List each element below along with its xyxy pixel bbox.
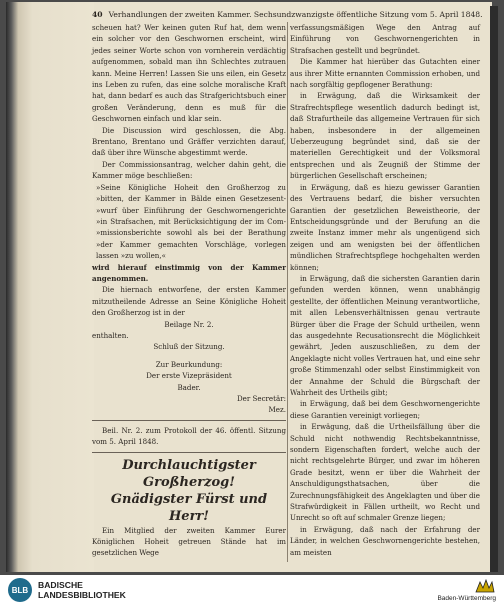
session-close: Schluß der Sitzung. bbox=[153, 342, 225, 352]
paragraph: in Erwägung, daß es hiezu gewisser Garantien des Vertrauens bedarf, die bisher versuchten Garantien der gesetzlichen Beweistheorie, der Entscheidungsgründe und der Berufung an die zweite Instanz immer mehr als ungenügend sich zeigen und am wenigsten bei der öffentlichen mündlichen Strafrechtspflege hochgehalten werden können; bbox=[290, 182, 480, 272]
institution-name bbox=[38, 580, 126, 600]
secretary-title: Der Secretär: bbox=[236, 394, 286, 403]
paragraph: Ein Mitglied der zweiten Kammer Eurer Königlichen Hoheit getreuen Stände hat im gesetzlichen Wege bbox=[92, 525, 286, 558]
divider bbox=[92, 452, 286, 453]
state-branding bbox=[437, 578, 496, 602]
left-column bbox=[92, 22, 286, 559]
paragraph: scheuen hat? Wer keinen guten Ruf hat, dem wenn ein solcher vor den Geschwornen erscheint, wird jedes seiner Worte schon von vornherein verdächtig aufgenommen, sobald man ihn Schlechtes zutrauen kann. Meine Herren! Lassen Sie uns eilen, ein Gesetz ins Leben zu rufen, das eine solche moralische Kraft hat, dann bedarf es auch das Strafgerichtsbuch einer großen Veränderung, denn es muß für die Geschwornen einfach und klar sein. bbox=[92, 23, 286, 124]
blb-logo-icon[interactable]: BLB bbox=[8, 578, 32, 602]
paragraph: Die hiernach entworfene, der ersten Kammer mitzutheilende Adresse an Seine Königliche Hoheit den Großherzog ist in der bbox=[92, 285, 286, 318]
divider bbox=[92, 420, 286, 421]
library-footer bbox=[0, 575, 504, 605]
page-edge-shadow bbox=[490, 6, 498, 572]
running-head bbox=[92, 10, 483, 19]
paragraph: in Erwägung, daß die Urtheilsfällung über die Schuld nicht nothwendig Rechtsbekanntnisse, sondern Eigenschaften fordert, welche auch der nicht rechtsgelehrte Bürger, und zwar im höheren Grade besitzt, wenn er über die Wahrheit der Anschuldigungsthatsachen, über die Zurechnungsfähigkeit des Angeklagten und über die Strafwürdigkeit in Fällen urtheilt, wo Recht und Unrecht so oft auf schmaler Grenze liegen; bbox=[290, 422, 480, 523]
page-number: 40 bbox=[92, 10, 103, 19]
paragraph: Die Discussion wird geschlossen, die Abg. Brentano, Brentano und Gräffer verzichten darauf, daß über ihre Wünsche abgestimmt werde. bbox=[92, 125, 286, 158]
institution-line-2: LANDESBIBLIOTHEK bbox=[38, 590, 126, 600]
paragraph: in Erwägung, daß die sichersten Garantien darin gefunden werden können, wenn unabhängig gestellte, der öffentlichen Meinung verantwortliche, mit allen Lebensverhältnissen genau vertraute Bürger über die Frage der Schuld urtheilen, wenn das ausgedehnte Recusationsrecht die Möglichkeit gewährt, Jeden auszuschließen, zu dem der Angeklagte nicht volles Vertrauen hat, und eine sehr große Stimmenzahl oder selbst Einstimmigkeit von der Annahme der Schuld die Bürgschaft der Wahrheit des Urtheils gibt; bbox=[290, 273, 480, 397]
vice-president-title: Der erste Vizepräsident bbox=[146, 371, 232, 381]
state-name: Baden-Württemberg bbox=[437, 595, 496, 602]
paragraph: in Erwägung, daß nach der Erfahrung der Länder, in welchen Geschwornengerichte bestehen, am meisten bbox=[290, 524, 480, 557]
paragraph: in Erwägung, daß die Wirksamkeit der Strafrechtspflege wesentlich dadurch bedingt ist, daß Strafurtheile das allgemeine Vertrauen für sich haben, insbesondere in der allgemeinen Ueberzeugung begründet sind, daß sie der materiellen Gerechtigkeit und der Volksmoral entsprechen und als Zeugniß der Stimme der bürgerlichen Gesellschaft erscheinen; bbox=[290, 91, 480, 181]
salutation-subheading: Gnädigster Fürst und Herr! bbox=[110, 491, 268, 524]
paragraph: Der Commissionsantrag, welcher dahin geht, die Kammer möge beschließen: bbox=[92, 159, 286, 181]
certification-label: Zur Beurkundung: bbox=[155, 359, 223, 369]
paragraph: wird hierauf einstimmig von der Kammer angenommen. bbox=[92, 262, 286, 283]
book-binding bbox=[6, 2, 94, 572]
enthalten-text: enthalten. bbox=[92, 330, 129, 340]
quoted-motion: »Seine Königliche Hoheit den Großherzog zu »bitten, der Kammer in Bälde einen Gesetzesent- »wurf über Einführung der Geschwornengerichte »in Strafsachen, mit Berücksichtigung der im Com- »missionsberichte sowohl als bei der Berathung »der Kammer gemachten Vorschläge, vorlegen lassen »zu wollen,« bbox=[96, 182, 286, 261]
secretary-name: Mez. bbox=[268, 405, 286, 415]
running-title: Verhandlungen der zweiten Kammer. Sechsundzwanzigste öffentliche Sitzung vom 5. April 1848. bbox=[108, 10, 483, 19]
vice-president-name: Bader. bbox=[177, 382, 201, 392]
institution-line-1: BADISCHE bbox=[38, 580, 83, 590]
beilage-label: Beilage Nr. 2. bbox=[164, 319, 214, 329]
column-rule bbox=[287, 22, 288, 562]
beilage-reference: Beil. Nr. 2. zum Protokoll der 46. öffentl. Sitzung vom 5. April 1848. bbox=[92, 425, 286, 447]
salutation-heading: Durchlauchtigster Großherzog! bbox=[122, 457, 256, 490]
paragraph: Die Kammer hat hierüber das Gutachten einer aus ihrer Mitte ernannten Commission erhoben, und nach sorgfältig gepflogener Berathung: bbox=[290, 57, 480, 90]
baden-wuerttemberg-icon bbox=[474, 578, 496, 594]
right-column bbox=[290, 22, 480, 558]
paragraph: in Erwägung, daß bei dem Geschwornengerichte diese Garantien vereinigt vorliegen; bbox=[290, 399, 480, 420]
paragraph: verfassungsmäßigen Wege den Antrag auf Einführung von Geschwornengerichten in Strafsachen gestellt und begründet. bbox=[290, 23, 480, 55]
